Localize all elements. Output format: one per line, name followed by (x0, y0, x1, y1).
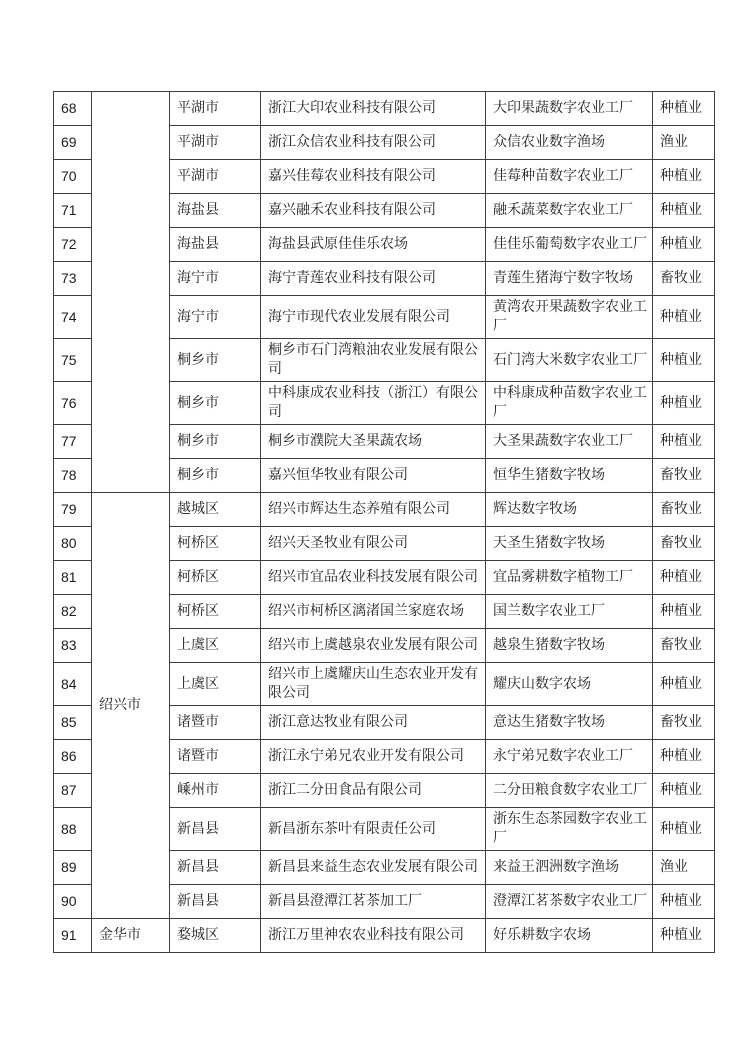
district-cell: 上虞区 (170, 663, 261, 706)
farm-name-cell: 中科康成种苗数字农业工厂 (486, 382, 653, 425)
industry-cell: 种植业 (653, 561, 715, 595)
district-cell: 平湖市 (170, 92, 261, 126)
industry-cell: 渔业 (653, 126, 715, 160)
company-name-cell: 新昌县来益生态农业发展有限公司 (261, 851, 486, 885)
industry-cell: 种植业 (653, 382, 715, 425)
serial-number-cell: 76 (54, 382, 92, 425)
district-cell: 平湖市 (170, 126, 261, 160)
district-cell: 新昌县 (170, 808, 261, 851)
farm-name-cell: 黄湾农开果蔬数字农业工厂 (486, 296, 653, 339)
farm-name-cell: 浙东生态茶园数字农业工厂 (486, 808, 653, 851)
company-name-cell: 浙江意达牧业有限公司 (261, 706, 486, 740)
table-row (54, 919, 715, 953)
industry-cell: 畜牧业 (653, 527, 715, 561)
district-cell: 新昌县 (170, 851, 261, 885)
industry-cell: 种植业 (653, 740, 715, 774)
company-name-cell: 嘉兴融禾农业科技有限公司 (261, 194, 486, 228)
city-cell: 绍兴市 (92, 493, 170, 919)
company-name-cell: 绍兴市上虞越泉农业发展有限公司 (261, 629, 486, 663)
serial-number-cell: 80 (54, 527, 92, 561)
serial-number-cell: 88 (54, 808, 92, 851)
serial-number-cell: 75 (54, 339, 92, 382)
industry-cell: 种植业 (653, 885, 715, 919)
district-cell: 桐乡市 (170, 382, 261, 425)
serial-number-cell: 74 (54, 296, 92, 339)
company-name-cell: 绍兴天圣牧业有限公司 (261, 527, 486, 561)
industry-cell: 种植业 (653, 919, 715, 953)
company-name-cell: 绍兴市柯桥区漓渚国兰家庭农场 (261, 595, 486, 629)
serial-number-cell: 85 (54, 706, 92, 740)
industry-cell: 畜牧业 (653, 493, 715, 527)
farm-name-cell: 二分田粮食数字农业工厂 (486, 774, 653, 808)
company-name-cell: 海宁青莲农业科技有限公司 (261, 262, 486, 296)
company-name-cell: 浙江万里神农农业科技有限公司 (261, 919, 486, 953)
district-cell: 海宁市 (170, 262, 261, 296)
district-cell: 柯桥区 (170, 527, 261, 561)
serial-number-cell: 87 (54, 774, 92, 808)
farm-name-cell: 大圣果蔬数字农业工厂 (486, 425, 653, 459)
farm-name-cell: 永宁弟兄数字农业工厂 (486, 740, 653, 774)
farm-name-cell: 众信农业数字渔场 (486, 126, 653, 160)
company-name-cell: 桐乡市石门湾粮油农业发展有限公司 (261, 339, 486, 382)
industry-cell: 种植业 (653, 194, 715, 228)
serial-number-cell: 73 (54, 262, 92, 296)
district-cell: 婺城区 (170, 919, 261, 953)
district-cell: 桐乡市 (170, 339, 261, 382)
district-cell: 上虞区 (170, 629, 261, 663)
company-name-cell: 新昌浙东茶叶有限责任公司 (261, 808, 486, 851)
industry-cell: 种植业 (653, 339, 715, 382)
district-cell: 桐乡市 (170, 425, 261, 459)
industry-cell: 畜牧业 (653, 459, 715, 493)
industry-cell: 种植业 (653, 160, 715, 194)
company-name-cell: 嘉兴恒华牧业有限公司 (261, 459, 486, 493)
farm-name-cell: 好乐耕数字农场 (486, 919, 653, 953)
farm-name-cell: 澄潭江茗茶数字农业工厂 (486, 885, 653, 919)
farm-name-cell: 越泉生猪数字牧场 (486, 629, 653, 663)
serial-number-cell: 69 (54, 126, 92, 160)
company-name-cell: 嘉兴佳莓农业科技有限公司 (261, 160, 486, 194)
serial-number-cell: 71 (54, 194, 92, 228)
farm-name-cell: 宜品雾耕数字植物工厂 (486, 561, 653, 595)
serial-number-cell: 90 (54, 885, 92, 919)
farm-name-cell: 恒华生猪数字牧场 (486, 459, 653, 493)
district-cell: 柯桥区 (170, 561, 261, 595)
serial-number-cell: 81 (54, 561, 92, 595)
industry-cell: 种植业 (653, 92, 715, 126)
serial-number-cell: 86 (54, 740, 92, 774)
industry-cell: 畜牧业 (653, 262, 715, 296)
farm-name-cell: 石门湾大米数字农业工厂 (486, 339, 653, 382)
company-name-cell: 新昌县澄潭江茗茶加工厂 (261, 885, 486, 919)
industry-cell: 种植业 (653, 774, 715, 808)
serial-number-cell: 70 (54, 160, 92, 194)
city-cell (92, 92, 170, 493)
serial-number-cell: 83 (54, 629, 92, 663)
serial-number-cell: 77 (54, 425, 92, 459)
district-cell: 诸暨市 (170, 740, 261, 774)
company-name-cell: 桐乡市濮院大圣果蔬农场 (261, 425, 486, 459)
farm-name-cell: 融禾蔬菜数字农业工厂 (486, 194, 653, 228)
serial-number-cell: 68 (54, 92, 92, 126)
farm-name-cell: 来益王泗洲数字渔场 (486, 851, 653, 885)
serial-number-cell: 72 (54, 228, 92, 262)
farm-name-cell: 佳莓种苗数字农业工厂 (486, 160, 653, 194)
farm-name-cell: 辉达数字牧场 (486, 493, 653, 527)
serial-number-cell: 84 (54, 663, 92, 706)
district-cell: 海盐县 (170, 228, 261, 262)
district-cell: 柯桥区 (170, 595, 261, 629)
serial-number-cell: 82 (54, 595, 92, 629)
city-cell: 金华市 (92, 919, 170, 953)
company-name-cell: 浙江众信农业科技有限公司 (261, 126, 486, 160)
industry-cell: 种植业 (653, 808, 715, 851)
district-cell: 海盐县 (170, 194, 261, 228)
district-cell: 新昌县 (170, 885, 261, 919)
farm-name-cell: 佳佳乐葡萄数字农业工厂 (486, 228, 653, 262)
company-name-cell: 浙江二分田食品有限公司 (261, 774, 486, 808)
company-name-cell: 海盐县武原佳佳乐农场 (261, 228, 486, 262)
company-name-cell: 绍兴市上虞耀庆山生态农业开发有限公司 (261, 663, 486, 706)
farm-name-cell: 天圣生猪数字牧场 (486, 527, 653, 561)
serial-number-cell: 79 (54, 493, 92, 527)
industry-cell: 渔业 (653, 851, 715, 885)
company-name-cell: 中科康成农业科技（浙江）有限公司 (261, 382, 486, 425)
district-cell: 诸暨市 (170, 706, 261, 740)
company-name-cell: 浙江大印农业科技有限公司 (261, 92, 486, 126)
district-cell: 海宁市 (170, 296, 261, 339)
farm-name-cell: 耀庆山数字农场 (486, 663, 653, 706)
company-name-cell: 浙江永宁弟兄农业开发有限公司 (261, 740, 486, 774)
industry-cell: 种植业 (653, 296, 715, 339)
industry-cell: 种植业 (653, 425, 715, 459)
industry-cell: 畜牧业 (653, 706, 715, 740)
table-body (54, 92, 715, 953)
table-row (54, 493, 715, 527)
industry-cell: 种植业 (653, 663, 715, 706)
company-name-cell: 绍兴市辉达生态养殖有限公司 (261, 493, 486, 527)
serial-number-cell: 78 (54, 459, 92, 493)
farm-name-cell: 国兰数字农业工厂 (486, 595, 653, 629)
district-cell: 桐乡市 (170, 459, 261, 493)
table-row (54, 92, 715, 126)
industry-cell: 种植业 (653, 595, 715, 629)
serial-number-cell: 91 (54, 919, 92, 953)
industry-cell: 种植业 (653, 228, 715, 262)
serial-number-cell: 89 (54, 851, 92, 885)
company-name-cell: 绍兴市宜品农业科技发展有限公司 (261, 561, 486, 595)
company-name-cell: 海宁市现代农业发展有限公司 (261, 296, 486, 339)
district-cell: 越城区 (170, 493, 261, 527)
district-cell: 嵊州市 (170, 774, 261, 808)
farm-name-cell: 意达生猪数字牧场 (486, 706, 653, 740)
district-cell: 平湖市 (170, 160, 261, 194)
company-table (53, 91, 715, 953)
farm-name-cell: 大印果蔬数字农业工厂 (486, 92, 653, 126)
industry-cell: 畜牧业 (653, 629, 715, 663)
farm-name-cell: 青莲生猪海宁数字牧场 (486, 262, 653, 296)
